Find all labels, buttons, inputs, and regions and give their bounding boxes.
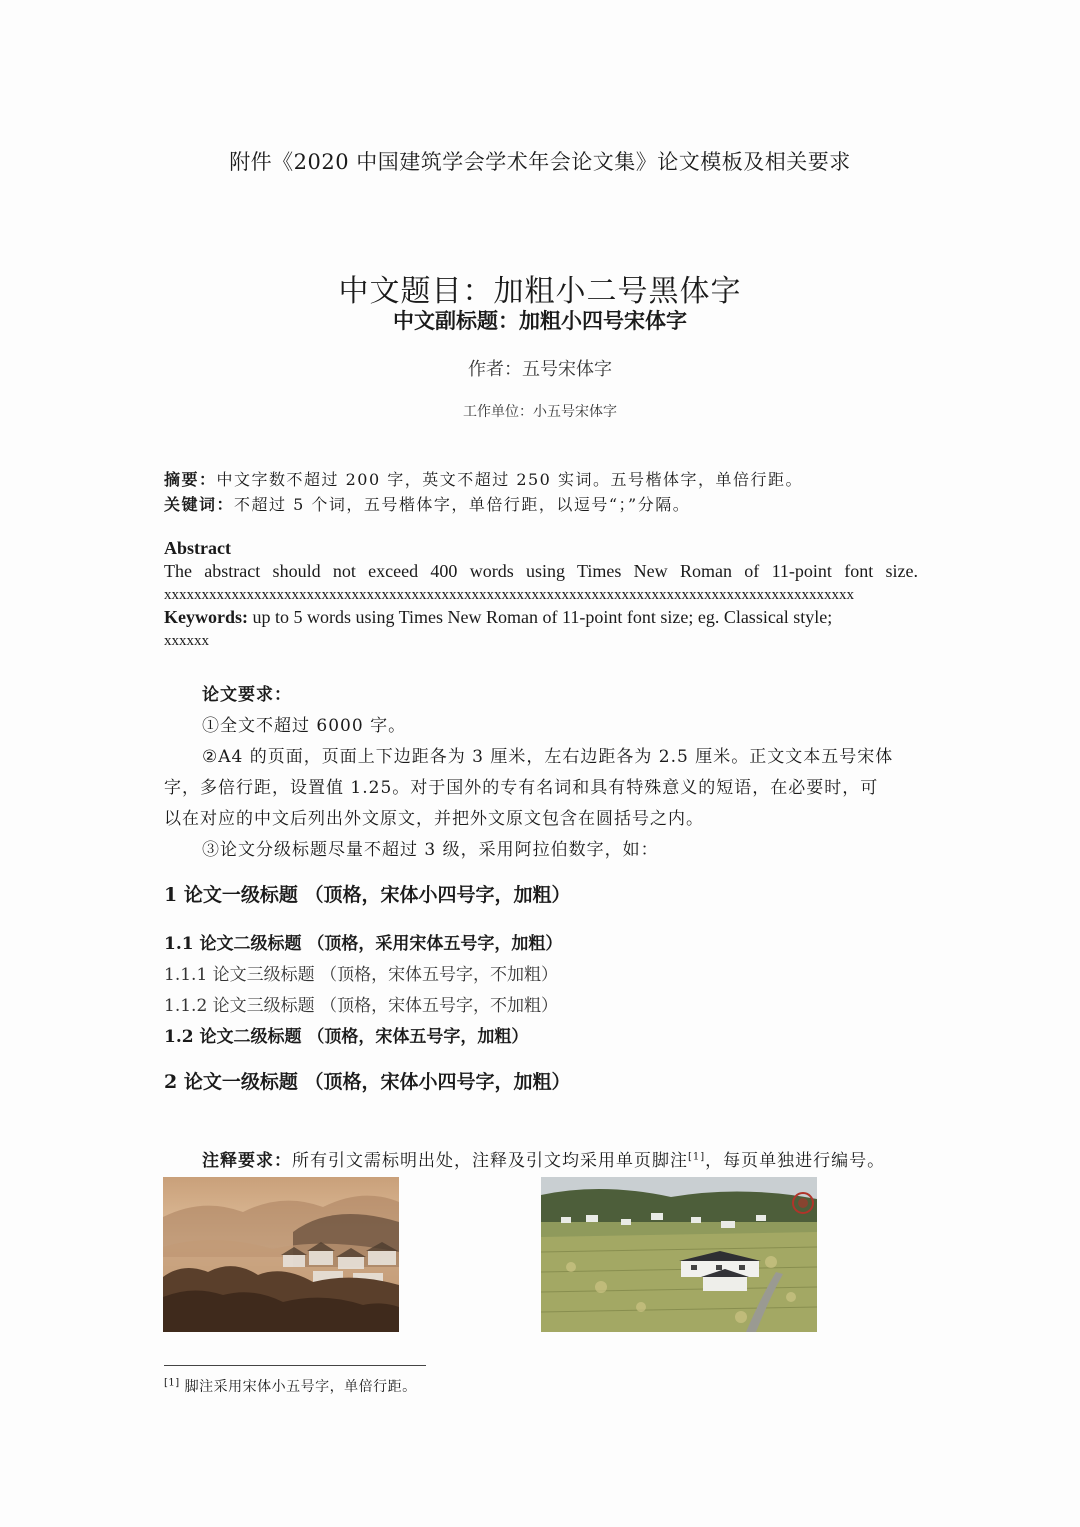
heading-level1-example-1: 1 论文一级标题 （顶格，宋体小四号字，加粗） [164, 884, 571, 906]
keywords-cn [164, 492, 690, 515]
keywords-en-text: up to 5 words using Times New Roman of 11-point font size; eg. Classical style; [248, 607, 833, 627]
heading-level3-example-2: 1.1.2 论文三级标题 （顶格，宋体五号字，不加粗） [164, 996, 559, 1016]
footnote-text: 脚注采用宋体小五号字，单倍行距。 [179, 1379, 417, 1395]
heading-level2-example-2: 1.2 论文二级标题 （顶格，宋体五号字，加粗） [164, 1027, 529, 1047]
attachment-title: 附件《2020 中国建筑学会学术年会论文集》论文模板及相关要求 [229, 150, 851, 174]
abstract-cn-label: 摘要： [164, 470, 217, 489]
abstract-en-heading: Abstract [164, 538, 231, 558]
keywords-en-label: Keywords: [164, 607, 248, 627]
notes-text: 所有引文需标明出处，注释及引文均采用单页脚注 [292, 1151, 688, 1171]
main-title: 中文题目：加粗小二号黑体字 [338, 274, 742, 309]
keywords-en-line2: xxxxxx [164, 633, 209, 649]
abstract-en-line2: xxxxxxxxxxxxxxxxxxxxxxxxxxxxxxxxxxxxxxxxxxxxxxxxxxxxxxxxxxxxxxxxxxxxxxxxxxxxxxxxxxxxxxxxxxxx [164, 587, 854, 603]
misty-village-photo [163, 1177, 399, 1332]
affiliation-line: 工作单位：小五号宋体字 [463, 404, 617, 420]
requirement-2-line2: 字，多倍行距，设置值 1.25。对于国外的专有名词和具有特殊意义的短语，在必要时，可 [164, 778, 879, 798]
abstract-cn [164, 467, 803, 490]
footnote-separator [164, 1365, 426, 1366]
notes-requirement [202, 1146, 885, 1171]
aerial-farmhouse-photo [541, 1177, 817, 1332]
abstract-cn-text: 中文字数不超过 200 字，英文不超过 250 实词。五号楷体字，单倍行距。 [216, 470, 803, 489]
aerial-farmhouse-image [541, 1177, 817, 1332]
notes-text2: ，每页单独进行编号。 [705, 1151, 886, 1171]
requirement-1: ①全文不超过 6000 字。 [202, 716, 407, 736]
keywords-en [164, 607, 832, 628]
misty-village-image [163, 1177, 399, 1332]
requirements-heading: 论文要求： [202, 685, 292, 705]
heading-level1-example-2: 2 论文一级标题 （顶格，宋体小四号字，加粗） [164, 1071, 571, 1093]
footnote [164, 1376, 417, 1396]
requirement-3: ③论文分级标题尽量不超过 3 级，采用阿拉伯数字，如： [202, 840, 659, 860]
abstract-en-line1: The abstract should not exceed 400 words using Times New Roman of 11-point font size. [164, 561, 918, 581]
requirement-2-line3: 以在对应的中文后列出外文原文，并把外文原文包含在圆括号之内。 [164, 809, 704, 829]
keywords-cn-label: 关键词： [164, 495, 235, 514]
heading-level3-example-1: 1.1.1 论文三级标题 （顶格，宋体五号字，不加粗） [164, 965, 559, 985]
footnote-ref: [1] [688, 1151, 706, 1163]
keywords-cn-text: 不超过 5 个词，五号楷体字，单倍行距，以逗号“；”分隔。 [234, 495, 691, 514]
author-line: 作者：五号宋体字 [468, 359, 612, 380]
footnote-marker: [1] [164, 1377, 180, 1389]
requirement-2-line1: ②A4 的页面，页面上下边距各为 3 厘米，左右边距各为 2.5 厘米。正文文本五号宋体 [202, 747, 894, 767]
sub-title: 中文副标题：加粗小四号宋体字 [393, 308, 687, 333]
heading-level2-example-1: 1.1 论文二级标题 （顶格，采用宋体五号字，加粗） [164, 934, 563, 954]
notes-label: 注释要求： [202, 1151, 292, 1171]
